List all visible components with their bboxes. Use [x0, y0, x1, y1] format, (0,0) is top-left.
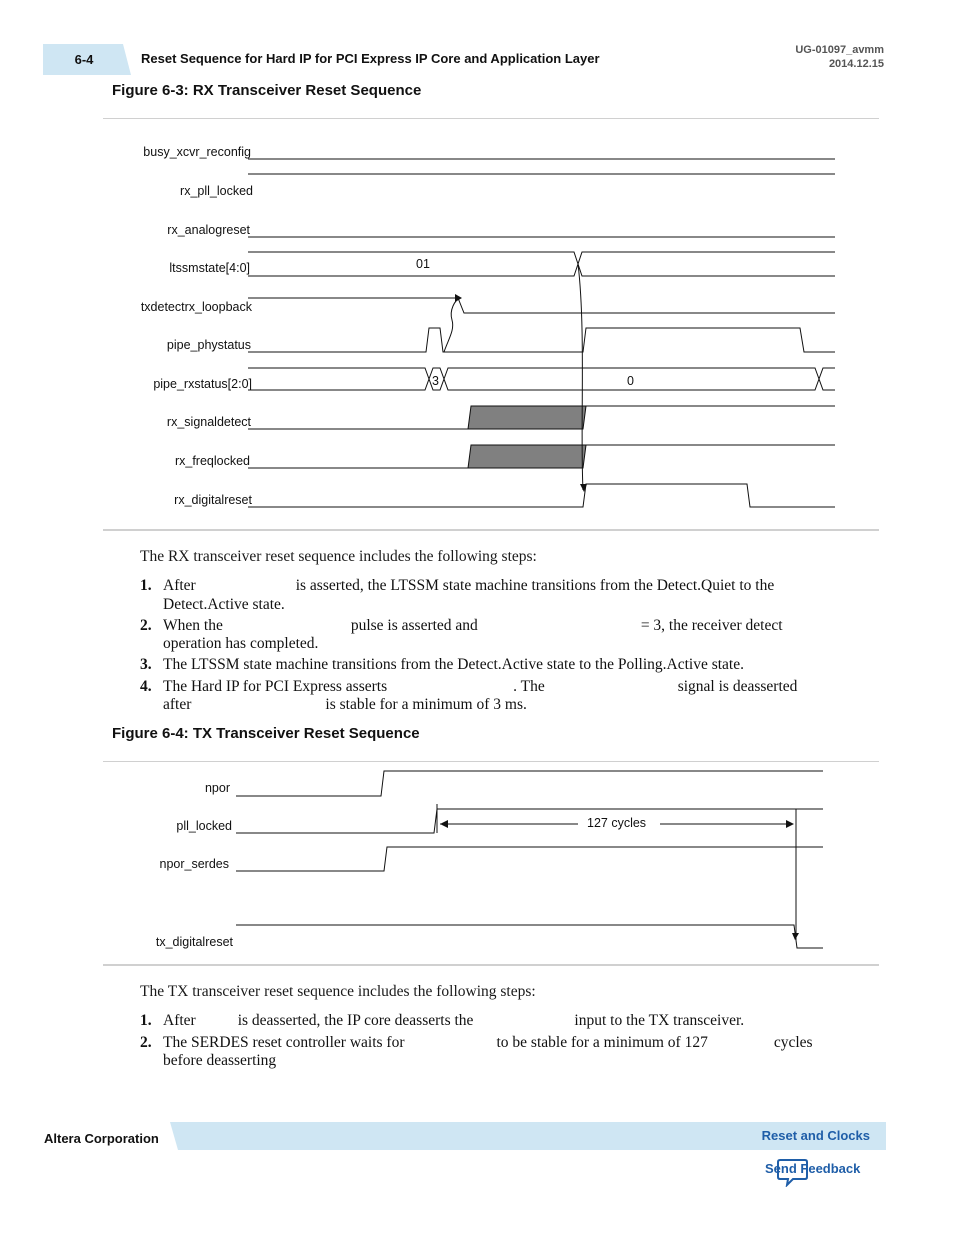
wave-npor-serdes: [236, 847, 823, 871]
cycles-label: 127 cycles: [587, 816, 647, 830]
signal-label: rx_pll_locked: [180, 184, 253, 198]
rx-intro: The RX transceiver reset sequence includes the following steps:: [140, 548, 537, 565]
footer-company: Altera Corporation: [44, 1131, 159, 1146]
figure-bottom-rule: [103, 964, 879, 966]
signal-label: npor: [204, 781, 230, 795]
ltssm-value-label: 01: [416, 257, 430, 271]
step-number: 2.: [140, 1034, 152, 1051]
step-line: Detect.Active state.: [163, 596, 285, 613]
step-line: The LTSSM state machine transitions from the Detect.Active state to the Polling.Active state.: [163, 656, 744, 673]
figure-title-rx: Figure 6-3: RX Transceiver Reset Sequence: [112, 82, 422, 99]
signal-label: pipe_rxstatus[2:0]: [153, 377, 252, 391]
signal-label: npor_serdes: [159, 857, 229, 871]
signal-label: ltssmstate[4:0]: [169, 261, 250, 275]
step-line: before deasserting: [163, 1052, 277, 1069]
step-number: 3.: [140, 656, 152, 673]
wave-pll-locked: [236, 809, 823, 833]
arrowhead: [440, 820, 448, 828]
signal-label: tx_digitalreset: [155, 935, 233, 949]
doc-id: UG-01097_avmm: [795, 44, 884, 56]
step-line: operation has completed.: [163, 635, 319, 652]
rxstatus-value-label: 0: [627, 374, 634, 388]
arrowhead: [786, 820, 794, 828]
step-line: after is stable for a minimum of 3 ms.: [163, 696, 527, 713]
signal-label: rx_analogreset: [167, 223, 250, 237]
step-line: The SERDES reset controller waits for to be stable for a minimum of 127 cycles: [163, 1034, 813, 1051]
page-number: 6-4: [74, 52, 94, 67]
signal-label: rx_digitalreset: [174, 493, 252, 507]
section-link[interactable]: Reset and Clocks: [761, 1128, 870, 1143]
step-line: After is asserted, the LTSSM state machine transitions from the Detect.Quiet to the: [163, 577, 775, 594]
tx-intro: The TX transceiver reset sequence includes the following steps:: [140, 983, 536, 1000]
figure-title-tx: Figure 6-4: TX Transceiver Reset Sequence: [112, 725, 420, 742]
doc-date: 2014.12.15: [828, 58, 884, 70]
page-header-title: Reset Sequence for Hard IP for PCI Express IP Core and Application Layer: [141, 51, 600, 66]
wave-npor: [236, 771, 823, 796]
signal-label: rx_freqlocked: [174, 454, 250, 468]
signal-label: pll_locked: [176, 819, 232, 833]
signal-label: busy_xcvr_reconfig: [143, 145, 251, 159]
wave-tx-digitalreset: [236, 925, 823, 948]
signal-label: txdetectrx_loopback: [140, 300, 252, 314]
step-number: 1.: [140, 577, 152, 594]
signal-label: rx_signaldetect: [166, 415, 251, 429]
step-number: 2.: [140, 617, 152, 634]
step-number: 4.: [140, 678, 152, 695]
signal-label: pipe_phystatus: [166, 338, 251, 352]
arrowhead: [792, 933, 799, 940]
send-feedback-link[interactable]: Send Feedback: [765, 1161, 861, 1176]
rxstatus-value-label: 3: [432, 374, 439, 388]
step-line: The Hard IP for PCI Express asserts . The signal is deasserted: [163, 678, 798, 695]
step-line: After is deasserted, the IP core deasserts the input to the TX transceiver.: [163, 1012, 745, 1029]
step-number: 1.: [140, 1012, 152, 1029]
step-line: When the pulse is asserted and = 3, the receiver detect: [163, 617, 783, 634]
